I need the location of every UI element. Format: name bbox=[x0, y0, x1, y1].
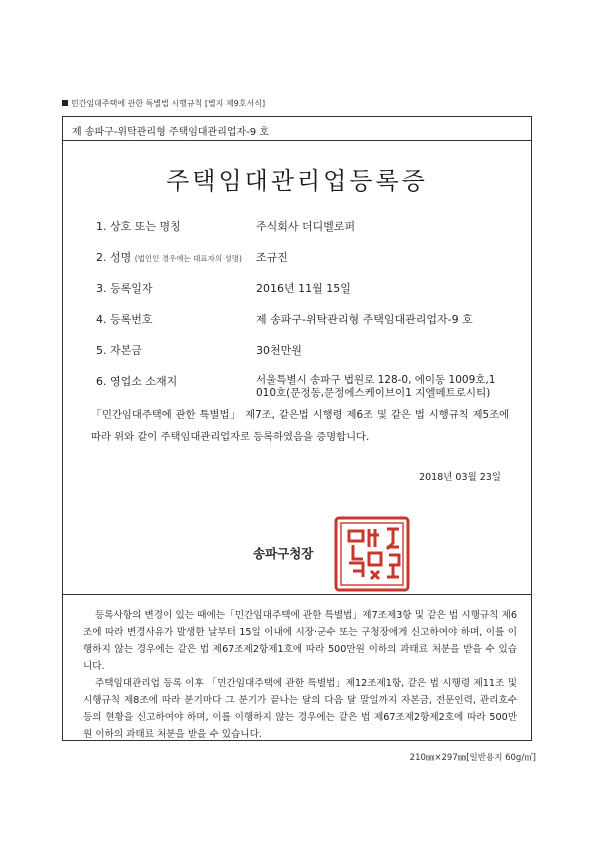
field-value: 조규진 bbox=[256, 251, 288, 264]
square-bullet-icon bbox=[62, 100, 68, 106]
notice-paragraph: 등록사항의 변경이 있는 때에는「민간임대주택에 관한 특별법」제7조제3항 및 같은 법 시행규칙 제6조에 따라 변경사유가 발생한 날부터 15일 이내에 시장·군수 또는 구청장에게 신고하여야 하며, 이를 이행하지 않는 경우에는 같은 법 제67조제2항제1호에 따라 500만원 이하의 과태료 처분을 받을 수 있습니다. bbox=[83, 610, 517, 672]
paper-spec: 210㎜×297㎜[일반용지 60g/㎡] bbox=[409, 753, 536, 763]
certificate-frame bbox=[62, 116, 532, 741]
form-note bbox=[62, 98, 265, 109]
document-title: 주택임대관리업등록증 bbox=[166, 167, 428, 195]
registration-header: 제 송파구-위탁관리형 주택임대관리업자-9 호 bbox=[63, 117, 531, 141]
address-line: 서울특별시 송파구 법원로 128-0, 에이동 1009호,1 bbox=[256, 374, 496, 386]
field-value-address bbox=[256, 374, 501, 400]
field-label: 4. 등록번호 bbox=[96, 313, 153, 326]
notice-paragraph: 주택임대관리업 등록 이후 「민간임대주택에 관한 특별법」제12조제1항, 같은 법 시행령 제11조 및 시행규칙 제8조에 따라 분기마다 그 분기가 끝나는 달의 다음 달 말일까지 자본금, 전문인력, 관리호수 등의 현황을 신고하여야 하며, 이를 이행하지 않는 경우에는 같은 법 제67조제2항제2호에 따라 500만원 이하의 과태료 처분을 받을 수 있습니다. bbox=[83, 678, 517, 740]
field-value: 30천만원 bbox=[256, 344, 302, 357]
address-line: 010호(문정동,문정에스케이브이1 지엘메트로시티) bbox=[256, 387, 491, 399]
field-value: 주식회사 더디벨로퍼 bbox=[256, 220, 356, 233]
certification-statement: 「민간임대주택에 관한 특별법」 제7조, 같은법 시행령 제6조 및 같은 법 시행규칙 제5조에 따라 위와 같이 주택임대관리업자로 등록하였음을 증명합니다. bbox=[91, 409, 509, 443]
field-label: 1. 상호 또는 명칭 bbox=[96, 220, 181, 233]
field-value: 제 송파구-위탁관리형 주택임대관리업자-9 호 bbox=[256, 313, 473, 326]
field-value: 2016년 11월 15일 bbox=[256, 282, 351, 295]
issuer-name: 송파구청장 bbox=[253, 546, 314, 561]
field-label-note: (법인인 경우에는 대표자의 성명) bbox=[134, 254, 242, 263]
legal-notice bbox=[63, 594, 531, 743]
field-label: 5. 자본금 bbox=[96, 344, 142, 357]
form-note-text: 민간임대주택에 관한 특별법 시행규칙 [별지 제9호서식] bbox=[71, 99, 266, 108]
field-label: 6. 영업소 소재지 bbox=[96, 375, 178, 388]
issue-date: 2018년 03월 23일 bbox=[419, 472, 501, 483]
field-label: 2. 성명 bbox=[96, 251, 132, 264]
field-label-group bbox=[96, 249, 242, 265]
field-label: 3. 등록일자 bbox=[96, 282, 153, 295]
official-seal-icon bbox=[331, 513, 413, 595]
